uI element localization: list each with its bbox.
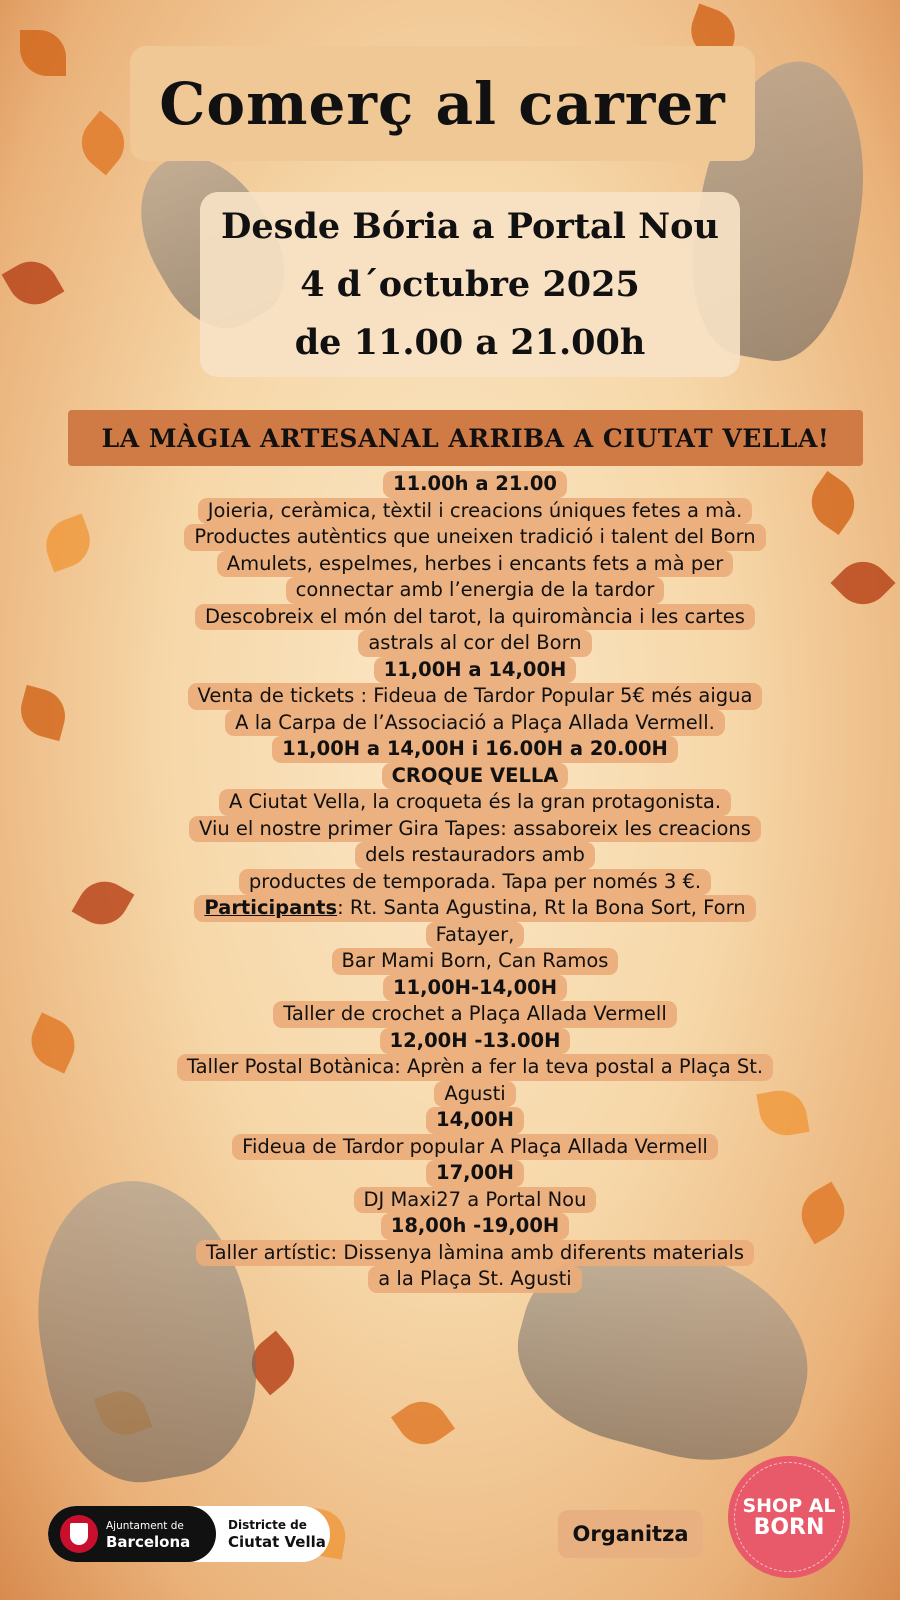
schedule-line: A Ciutat Vella, la croqueta és la gran protagonista.: [219, 789, 731, 816]
ajuntament-barcelona-logo: [48, 1506, 330, 1562]
shop-logo-top-text: SHOP AL: [742, 1495, 836, 1517]
schedule-line: Taller de crochet a Plaça Allada Vermell: [273, 1001, 677, 1028]
headline-banner-text: LA MÀGIA ARTESANAL ARRIBA A CIUTAT VELLA!: [101, 423, 830, 453]
schedule-line: a la Plaça St. Agusti: [368, 1266, 581, 1293]
ajuntament-small-text: Ajuntament de: [106, 1520, 184, 1532]
schedule-line: DJ Maxi27 a Portal Nou: [354, 1187, 597, 1214]
autumn-leaf-decoration: [20, 30, 66, 76]
schedule-line: Productes autèntics que uneixen tradició i talent del Born: [184, 524, 765, 551]
shop-logo-bottom-text: BORN: [753, 1515, 825, 1540]
autumn-leaf-decoration: [39, 514, 98, 573]
schedule-line: productes de temporada. Tapa per només 3 €.: [239, 869, 711, 896]
schedule-time: 11,00H-14,00H: [383, 975, 567, 1002]
autumn-leaf-decoration: [71, 111, 136, 176]
schedule-line: Viu el nostre primer Gira Tapes: assaboreix les creacions: [189, 816, 761, 843]
shop-al-born-logo: [728, 1456, 850, 1578]
schedule-time: 11.00h a 21.00: [383, 471, 567, 498]
schedule-time: 11,00H a 14,00H: [374, 657, 577, 684]
schedule-line: Fatayer,: [426, 922, 525, 949]
schedule-line: Taller artístic: Dissenya làmina amb diferents materials: [196, 1240, 754, 1267]
schedule-time: 12,00H -13.00H: [380, 1028, 571, 1055]
schedule-line: Bar Mami Born, Can Ramos: [332, 948, 619, 975]
schedule-line: Fideua de Tardor popular A Plaça Allada Vermell: [232, 1134, 718, 1161]
autumn-leaf-decoration: [2, 252, 65, 315]
schedule-line: astrals al cor del Born: [358, 630, 591, 657]
autumn-leaf-decoration: [830, 550, 895, 615]
schedule-event-name: CROQUE VELLA: [382, 763, 569, 790]
schedule-line: connectar amb l’energia de la tardor: [286, 577, 665, 604]
title-box: [130, 46, 755, 161]
schedule-time: 14,00H: [426, 1107, 524, 1134]
districte-small-text: Districte de: [228, 1518, 307, 1532]
ajuntament-logo-dark-part: [48, 1506, 216, 1562]
headline-banner: [68, 410, 863, 466]
schedule-line: dels restauradors amb: [355, 842, 595, 869]
schedule-time: 17,00H: [426, 1160, 524, 1187]
autumn-leaf-decoration: [15, 685, 71, 741]
autumn-leaf-decoration: [22, 1012, 83, 1073]
schedule-line: Agusti: [434, 1081, 515, 1108]
event-location: Desde Bória a Portal Nou: [221, 205, 719, 247]
autumn-leaf-decoration: [72, 872, 135, 935]
schedule-time: 11,00H a 14,00H i 16.00H a 20.00H: [272, 736, 678, 763]
schedule-line: Descobreix el món del tarot, la quiromància i les cartes: [195, 604, 755, 631]
schedule-line: A la Carpa de l’Associació a Plaça Allada Vermell.: [225, 710, 725, 737]
participants-line: [194, 895, 755, 922]
participants-label: Participants: [204, 896, 338, 919]
schedule-line: Venta de tickets : Fideua de Tardor Popular 5€ més aigua: [188, 683, 763, 710]
event-hours: de 11.00 a 21.00h: [294, 321, 646, 363]
schedule-line: Amulets, espelmes, herbes i encants fets a mà per: [217, 551, 733, 578]
schedule-line: Taller Postal Botànica: Aprèn a fer la teva postal a Plaça St.: [177, 1054, 773, 1081]
ajuntament-big-text: Barcelona: [106, 1533, 191, 1551]
districte-big-text: Ciutat Vella: [228, 1533, 326, 1551]
schedule-line: Joieria, ceràmica, tèxtil i creacions úniques fetes a mà.: [198, 498, 753, 525]
autumn-leaf-decoration: [391, 1391, 455, 1455]
participants-list: : Rt. Santa Agustina, Rt la Bona Sort, Forn: [337, 896, 746, 919]
event-info-box: [200, 192, 740, 377]
event-date: 4 d´octubre 2025: [300, 263, 640, 305]
poster-title: Comerç al carrer: [159, 69, 726, 138]
schedule-time: 18,00h -19,00H: [381, 1213, 569, 1240]
barcelona-shield-icon: [60, 1515, 98, 1553]
autumn-leaf-decoration: [801, 471, 865, 535]
schedule-list: [150, 471, 800, 1293]
organitza-label: Organitza: [558, 1510, 703, 1558]
autumn-leaf-decoration: [792, 1182, 855, 1245]
